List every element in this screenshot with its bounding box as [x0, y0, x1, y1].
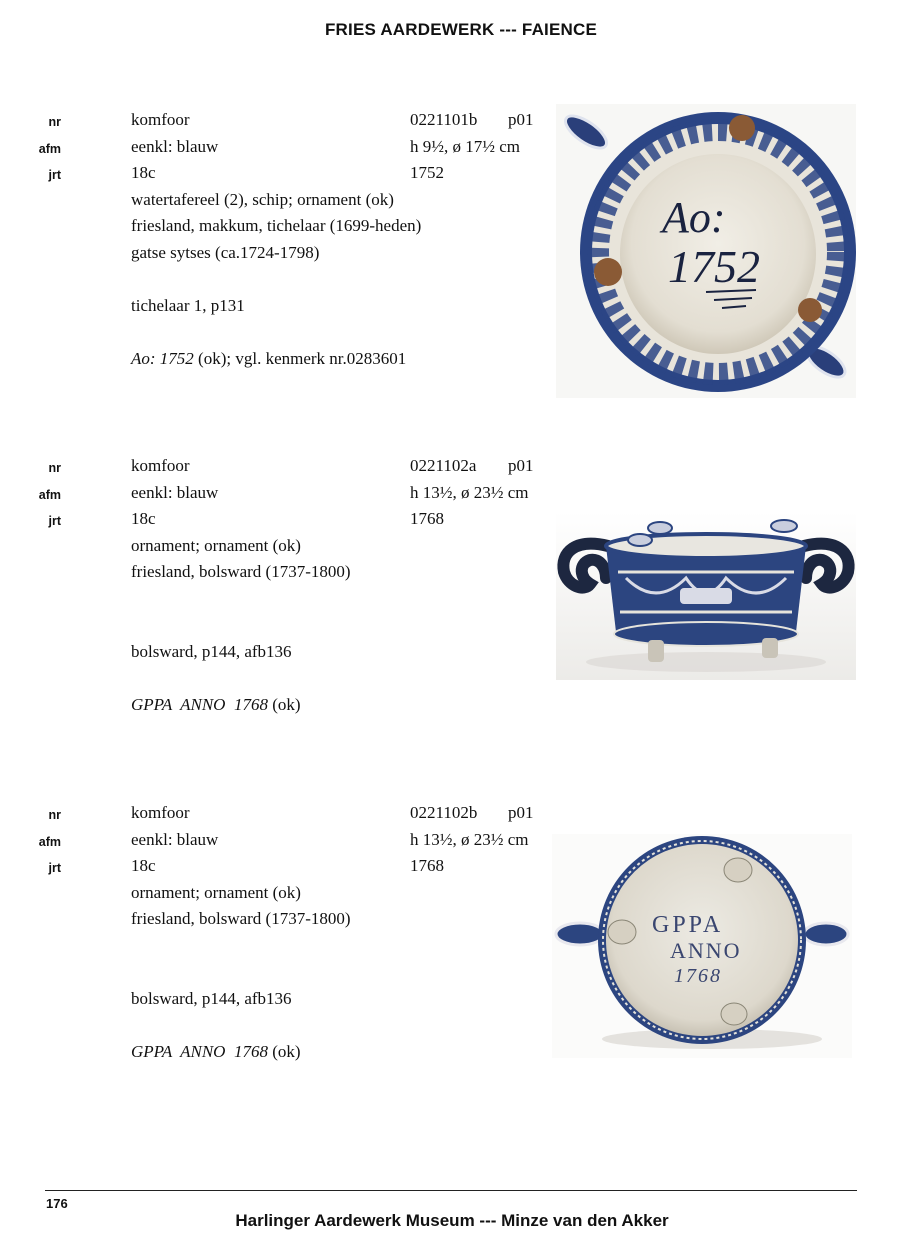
foot: [608, 920, 636, 944]
page-footer: Harlinger Aardewerk Museum --- Minze van den Akker: [235, 1211, 669, 1230]
value-voorwerp: komfoor: [131, 110, 190, 129]
value-fabrikaat: friesland, makkum, tichelaar (1699-heden): [131, 216, 422, 236]
handle: [556, 923, 604, 945]
label-afm: afm: [38, 141, 61, 156]
photo-inscription-line-1: Ao:: [662, 193, 726, 242]
label-nr: nr: [48, 461, 61, 475]
value-afm: h 9½, ø 17½ cm: [410, 136, 521, 156]
opschrift-note: (ok): [267, 1042, 301, 1062]
value-fabrikaat: friesland, bolsward (1737-1800): [131, 909, 351, 929]
foot: [762, 638, 778, 658]
value-nr: 0221101b: [410, 110, 478, 129]
opschrift-inscription: GPPA ANNO 1768: [131, 1042, 268, 1062]
value-literatuur: bolsward, p144, afb136: [131, 642, 292, 662]
value-datering: 18c: [131, 509, 156, 529]
value-jrt: 1768: [410, 856, 444, 876]
value-opschrift: [131, 349, 406, 369]
value-literatuur: bolsward, p144, afb136: [131, 989, 292, 1009]
value-literatuur: tichelaar 1, p131: [131, 296, 245, 316]
opschrift-inscription: Ao: 1752: [131, 349, 194, 369]
value-voorstelling: watertafereel (2), schip; ornament (ok): [131, 189, 394, 209]
label-nr: nr: [48, 115, 61, 129]
value-jrt: 1768: [410, 509, 444, 529]
value-page: p01: [508, 456, 534, 475]
value-nr: 0221102b: [410, 803, 478, 822]
label-jrt: jrt: [48, 168, 61, 183]
photo-inscription-line-2: ANNO: [670, 938, 742, 963]
foot: [798, 298, 822, 322]
value-afm: h 13½, ø 23½ cm: [410, 829, 529, 849]
foot: [648, 522, 672, 534]
foot: [628, 534, 652, 546]
foot: [594, 258, 622, 286]
value-page: p01: [508, 803, 534, 822]
opschrift-inscription: GPPA ANNO 1768: [131, 695, 268, 715]
value-schilder: gatse sytses (ca.1724-1798): [131, 243, 320, 262]
object-photo-3: [552, 834, 852, 1058]
value-fabrikaat: friesland, bolsward (1737-1800): [131, 562, 351, 582]
label-jrt: jrt: [48, 861, 61, 876]
label-afm: afm: [38, 834, 61, 849]
foot: [729, 115, 755, 141]
value-opschrift: [131, 1042, 301, 1062]
object-photo-2: [556, 512, 856, 680]
page-number: 176: [46, 1196, 68, 1211]
photo-inscription-line-2: 1752: [668, 241, 760, 292]
page-header: FRIES AARDEWERK --- FAIENCE: [324, 20, 598, 39]
opschrift-note: (ok); vgl. kenmerk nr.0283601: [193, 349, 407, 369]
value-opschrift: [131, 695, 301, 715]
label-nr: nr: [48, 808, 61, 822]
value-kleur: eenkl: blauw: [131, 829, 219, 849]
opschrift-note: (ok): [267, 695, 301, 715]
foot: [771, 520, 797, 532]
value-jrt: 1752: [410, 163, 444, 183]
footer-rule: [45, 1190, 857, 1191]
photo-inscription-line-3: 1768: [674, 965, 722, 987]
value-voorwerp: komfoor: [131, 803, 190, 822]
value-afm: h 13½, ø 23½ cm: [410, 482, 529, 502]
value-page: p01: [508, 110, 534, 129]
value-voorstelling: ornament; ornament (ok): [131, 882, 301, 902]
photo-inscription-line-1: GPPA: [652, 912, 724, 938]
value-kleur: eenkl: blauw: [131, 482, 219, 502]
value-datering: 18c: [131, 856, 156, 876]
foot: [724, 858, 752, 882]
label-jrt: jrt: [48, 514, 61, 529]
label-afm: afm: [38, 487, 61, 502]
object-photo-1: [556, 104, 856, 398]
value-nr: 0221102a: [410, 456, 477, 475]
value-kleur: eenkl: blauw: [131, 136, 219, 156]
value-voorstelling: ornament; ornament (ok): [131, 535, 301, 555]
value-datering: 18c: [131, 163, 156, 183]
foot: [721, 1003, 747, 1025]
foot: [648, 640, 664, 662]
value-voorwerp: komfoor: [131, 456, 190, 475]
handle: [804, 923, 848, 945]
